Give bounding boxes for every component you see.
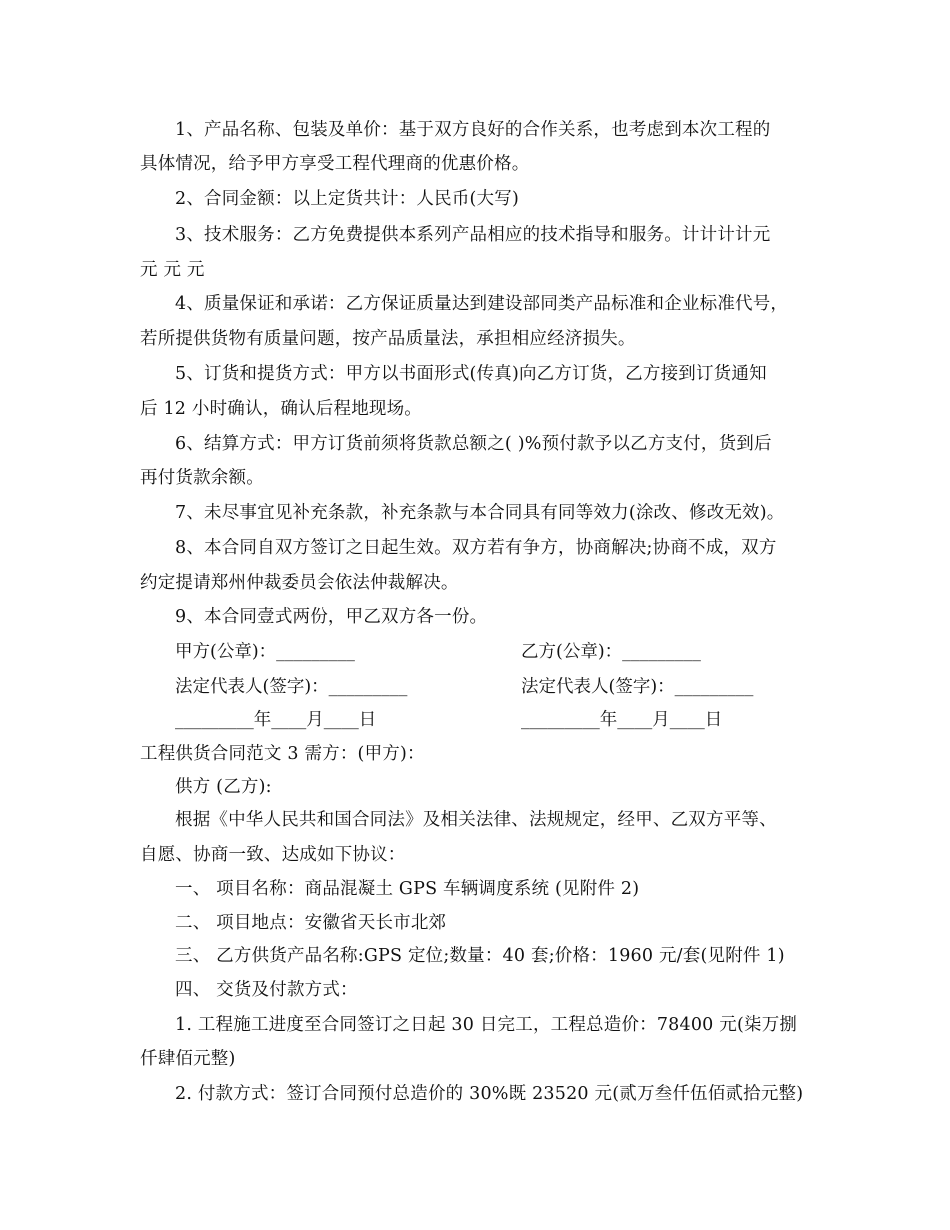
party-b-representative: 法定代表人(签字)：_________ [521,677,754,697]
item-4-delivery-payment: 四、 交货及付款方式： [175,980,358,1000]
item-2-project-location: 二、 项目地点：安徽省天长市北郊 [175,913,447,933]
item-4-2-line-1: 2. 付款方式：签订合同预付总造价的 30%既 23520 元(贰万叁仟伍佰贰拾元整) [175,1084,804,1104]
item-4-1-line-2: 仟肆佰元整) [140,1049,236,1069]
contract3-intro-line-1: 根据《中华人民共和国合同法》及相关法律、法规规定，经甲、乙双方平等、 [175,810,777,830]
clause-8-line-1: 8、本合同自双方签订之日起生效。双方若有争方，协商解决;协商不成，双方 [175,538,777,558]
item-3-product: 三、 乙方供货产品名称:GPS 定位;数量：40 套;价格：1960 元/套(见附件 1) [175,946,785,966]
clause-3-line-1: 3、技术服务：乙方免费提供本系列产品相应的技术指导和服务。计计计计元 [175,225,771,245]
party-a-seal: 甲方(公章)：_________ [175,642,355,662]
clause-6-line-1: 6、结算方式：甲方订货前须将货款总额之( )%预付款予以乙方支付，货到后 [175,434,772,454]
clause-5-line-1: 5、订货和提货方式：甲方以书面形式(传真)向乙方订货，乙方接到订货通知 [175,364,767,384]
clause-4-line-2: 若所提供货物有质量问题，按产品质量法，承担相应经济损失。 [140,329,636,349]
clause-9-line-1: 9、本合同壹式两份，甲乙双方各一份。 [175,607,488,627]
clause-8-line-2: 约定提请郑州仲裁委员会依法仲裁解决。 [140,573,459,593]
clause-4-line-1: 4、质量保证和承诺：乙方保证质量达到建设部同类产品标准和企业标准代号， [175,294,789,314]
clause-1-line-1: 1、产品名称、包装及单价：基于双方良好的合作关系，也考虑到本次工程的 [175,120,771,140]
clause-2-line-1: 2、合同金额：以上定货共计：人民币(大写) [175,189,519,209]
clause-3-line-2: 元 元 元 [140,260,205,280]
party-b-seal: 乙方(公章)：_________ [521,642,701,662]
item-4-1-line-1: 1. 工程施工进度至合同签订之日起 30 日完工，工程总造价：78400 元(柒万捌 [175,1015,798,1035]
party-a-date: _________年____月____日 [175,710,377,730]
contract3-supplier: 供方 (乙方): [175,777,272,797]
item-1-project-name: 一、 项目名称：商品混凝土 GPS 车辆调度系统 (见附件 2) [175,879,640,899]
party-a-representative: 法定代表人(签字)：_________ [175,677,408,697]
clause-5-line-2: 后 12 小时确认，确认后程地现场。 [140,399,422,419]
clause-7-line-1: 7、未尽事宜见补充条款，补充条款与本合同具有同等效力(涂改、修改无效)。 [175,503,785,523]
contract3-heading: 工程供货合同范文 3 需方：(甲方)： [140,744,425,764]
contract3-intro-line-2: 自愿、协商一致、达成如下协议： [140,845,406,865]
party-b-date: _________年____月____日 [521,710,723,730]
clause-6-line-2: 再付货款余额。 [140,468,264,488]
clause-1-line-2: 具体情况，给予甲方享受工程代理商的优惠价格。 [140,154,530,174]
